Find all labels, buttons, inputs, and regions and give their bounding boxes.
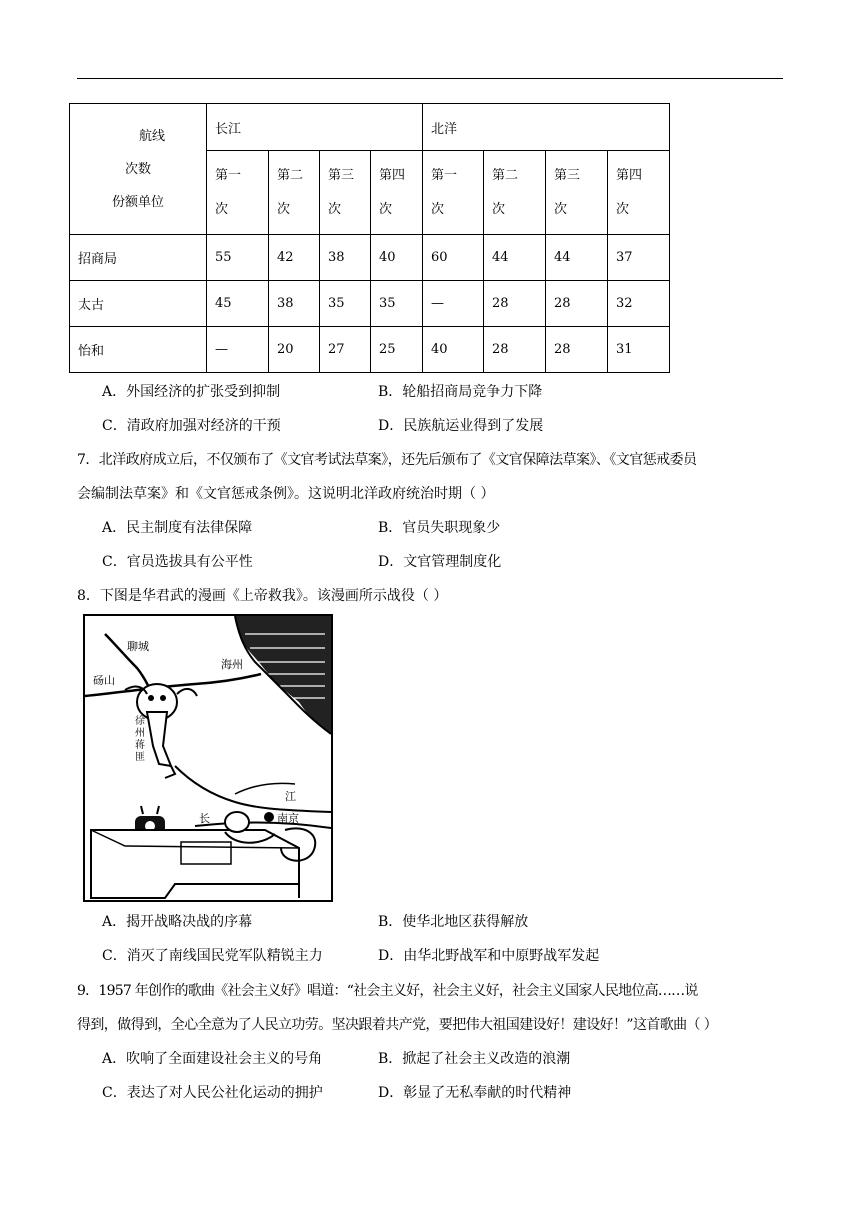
table-cell: 44 <box>546 235 608 281</box>
sub-header: 第二 次 <box>484 151 546 235</box>
sub-header: 第四 次 <box>371 151 423 235</box>
table-cell: 28 <box>546 327 608 373</box>
table-cell: 60 <box>423 235 484 281</box>
table-cell: 25 <box>371 327 423 373</box>
table-row <box>70 327 670 373</box>
q8-option-a[interactable]: A．揭开战略决战的序幕 <box>102 914 253 930</box>
sub-header: 第四 次 <box>608 151 670 235</box>
table-cell: 44 <box>484 235 546 281</box>
q7-stem-line2: 会编制法草案》和《文官惩戒条例》。这说明北洋政府统治时期（ ） <box>77 486 495 502</box>
cartoon-drawing <box>85 616 331 900</box>
sub-header: 第三 次 <box>320 151 371 235</box>
map-label-chang: 长 <box>199 812 210 825</box>
table-cell: 38 <box>320 235 371 281</box>
q9-option-c[interactable]: C．表达了对人民公社化运动的拥护 <box>102 1085 323 1101</box>
q7-option-c[interactable]: C．官员选拔具有公平性 <box>102 554 253 570</box>
header-rule <box>77 78 783 79</box>
table-cell: 40 <box>423 327 484 373</box>
q8-option-d[interactable]: D．由华北野战军和中原野战军发起 <box>378 948 600 964</box>
q6-option-a[interactable]: A．外国经济的扩张受到抑制 <box>102 384 281 400</box>
q9-option-d[interactable]: D．彰显了无私奉献的时代精神 <box>378 1085 572 1101</box>
q7-option-a[interactable]: A．民主制度有法律保障 <box>102 520 253 536</box>
table-cell: 31 <box>608 327 670 373</box>
table-cell: 32 <box>608 281 670 327</box>
q9-option-b[interactable]: B．掀起了社会主义改造的浪潮 <box>378 1051 571 1067</box>
table-cell: 42 <box>269 235 320 281</box>
row-label: 招商局 <box>70 235 207 281</box>
map-label-haizhou: 海州 <box>221 658 243 671</box>
table-cell: 28 <box>484 327 546 373</box>
table-cell: 35 <box>320 281 371 327</box>
table-row <box>70 281 670 327</box>
table-cell: 20 <box>269 327 320 373</box>
row-label: 太古 <box>70 281 207 327</box>
q9-stem-line1: 9．1957 年创作的歌曲《社会主义好》唱道：“社会主义好，社会主义好，社会主义国家人民地位高……说 <box>77 983 698 999</box>
table-cell: 28 <box>546 281 608 327</box>
map-label-xuzhou: 徐州蒋匪 <box>135 716 145 763</box>
q8-option-c[interactable]: C．消灭了南线国民党军队精锐主力 <box>102 948 323 964</box>
table-cell: 27 <box>320 327 371 373</box>
sub-header: 第一 次 <box>207 151 269 235</box>
corner-count-label: 次数 <box>124 161 151 177</box>
sub-header: 第一 次 <box>423 151 484 235</box>
shipping-share-table <box>69 103 670 373</box>
q7-option-b[interactable]: B．官员失职现象少 <box>378 520 501 536</box>
q9-option-a[interactable]: A．吹响了全面建设社会主义的号角 <box>102 1051 323 1067</box>
table-cell: 37 <box>608 235 670 281</box>
q6-option-c[interactable]: C．清政府加强对经济的干预 <box>102 418 281 434</box>
table-cell: 35 <box>371 281 423 327</box>
map-label-jiang: 江 <box>285 790 296 803</box>
table-cell: 45 <box>207 281 269 327</box>
table-cell: — <box>423 281 484 327</box>
table-cell: 28 <box>484 281 546 327</box>
row-label: 怡和 <box>70 327 207 373</box>
map-label-dangshan: 砀山 <box>93 674 115 687</box>
q7-option-d[interactable]: D．文官管理制度化 <box>378 554 502 570</box>
table-cell: 40 <box>371 235 423 281</box>
cartoon-god-save-me <box>83 614 333 902</box>
sub-header: 第二 次 <box>269 151 320 235</box>
q8-stem: 8．下图是华君武的漫画《上帝救我》。该漫画所示战役（ ） <box>77 588 448 604</box>
table-cell: — <box>207 327 269 373</box>
q6-option-d[interactable]: D．民族航运业得到了发展 <box>378 418 544 434</box>
group-header-beiyang: 北洋 <box>423 104 670 151</box>
table-cell: 38 <box>269 281 320 327</box>
corner-unit-label: 份额单位 <box>111 194 164 210</box>
map-label-nanjing: 南京 <box>277 812 299 825</box>
map-label-liaocheng: 聊城 <box>127 640 149 653</box>
table-cell: 55 <box>207 235 269 281</box>
q9-stem-line2: 得到，做得到，全心全意为了人民立功劳。坚决跟着共产党，要把伟大祖国建设好！建设好！”这首歌曲（ ） <box>77 1017 718 1033</box>
corner-route-label: 航线 <box>138 128 165 144</box>
q8-option-b[interactable]: B．使华北地区获得解放 <box>378 914 529 930</box>
q6-option-b[interactable]: B．轮船招商局竞争力下降 <box>378 384 543 400</box>
sub-header: 第三 次 <box>546 151 608 235</box>
group-header-changjiang: 长江 <box>207 104 423 151</box>
table-corner-header <box>70 104 207 235</box>
q7-stem-line1: 7．北洋政府成立后，不仅颁布了《文官考试法草案》，还先后颁布了《文官保障法草案》、《文官惩戒委员 <box>77 452 697 468</box>
table-row <box>70 235 670 281</box>
